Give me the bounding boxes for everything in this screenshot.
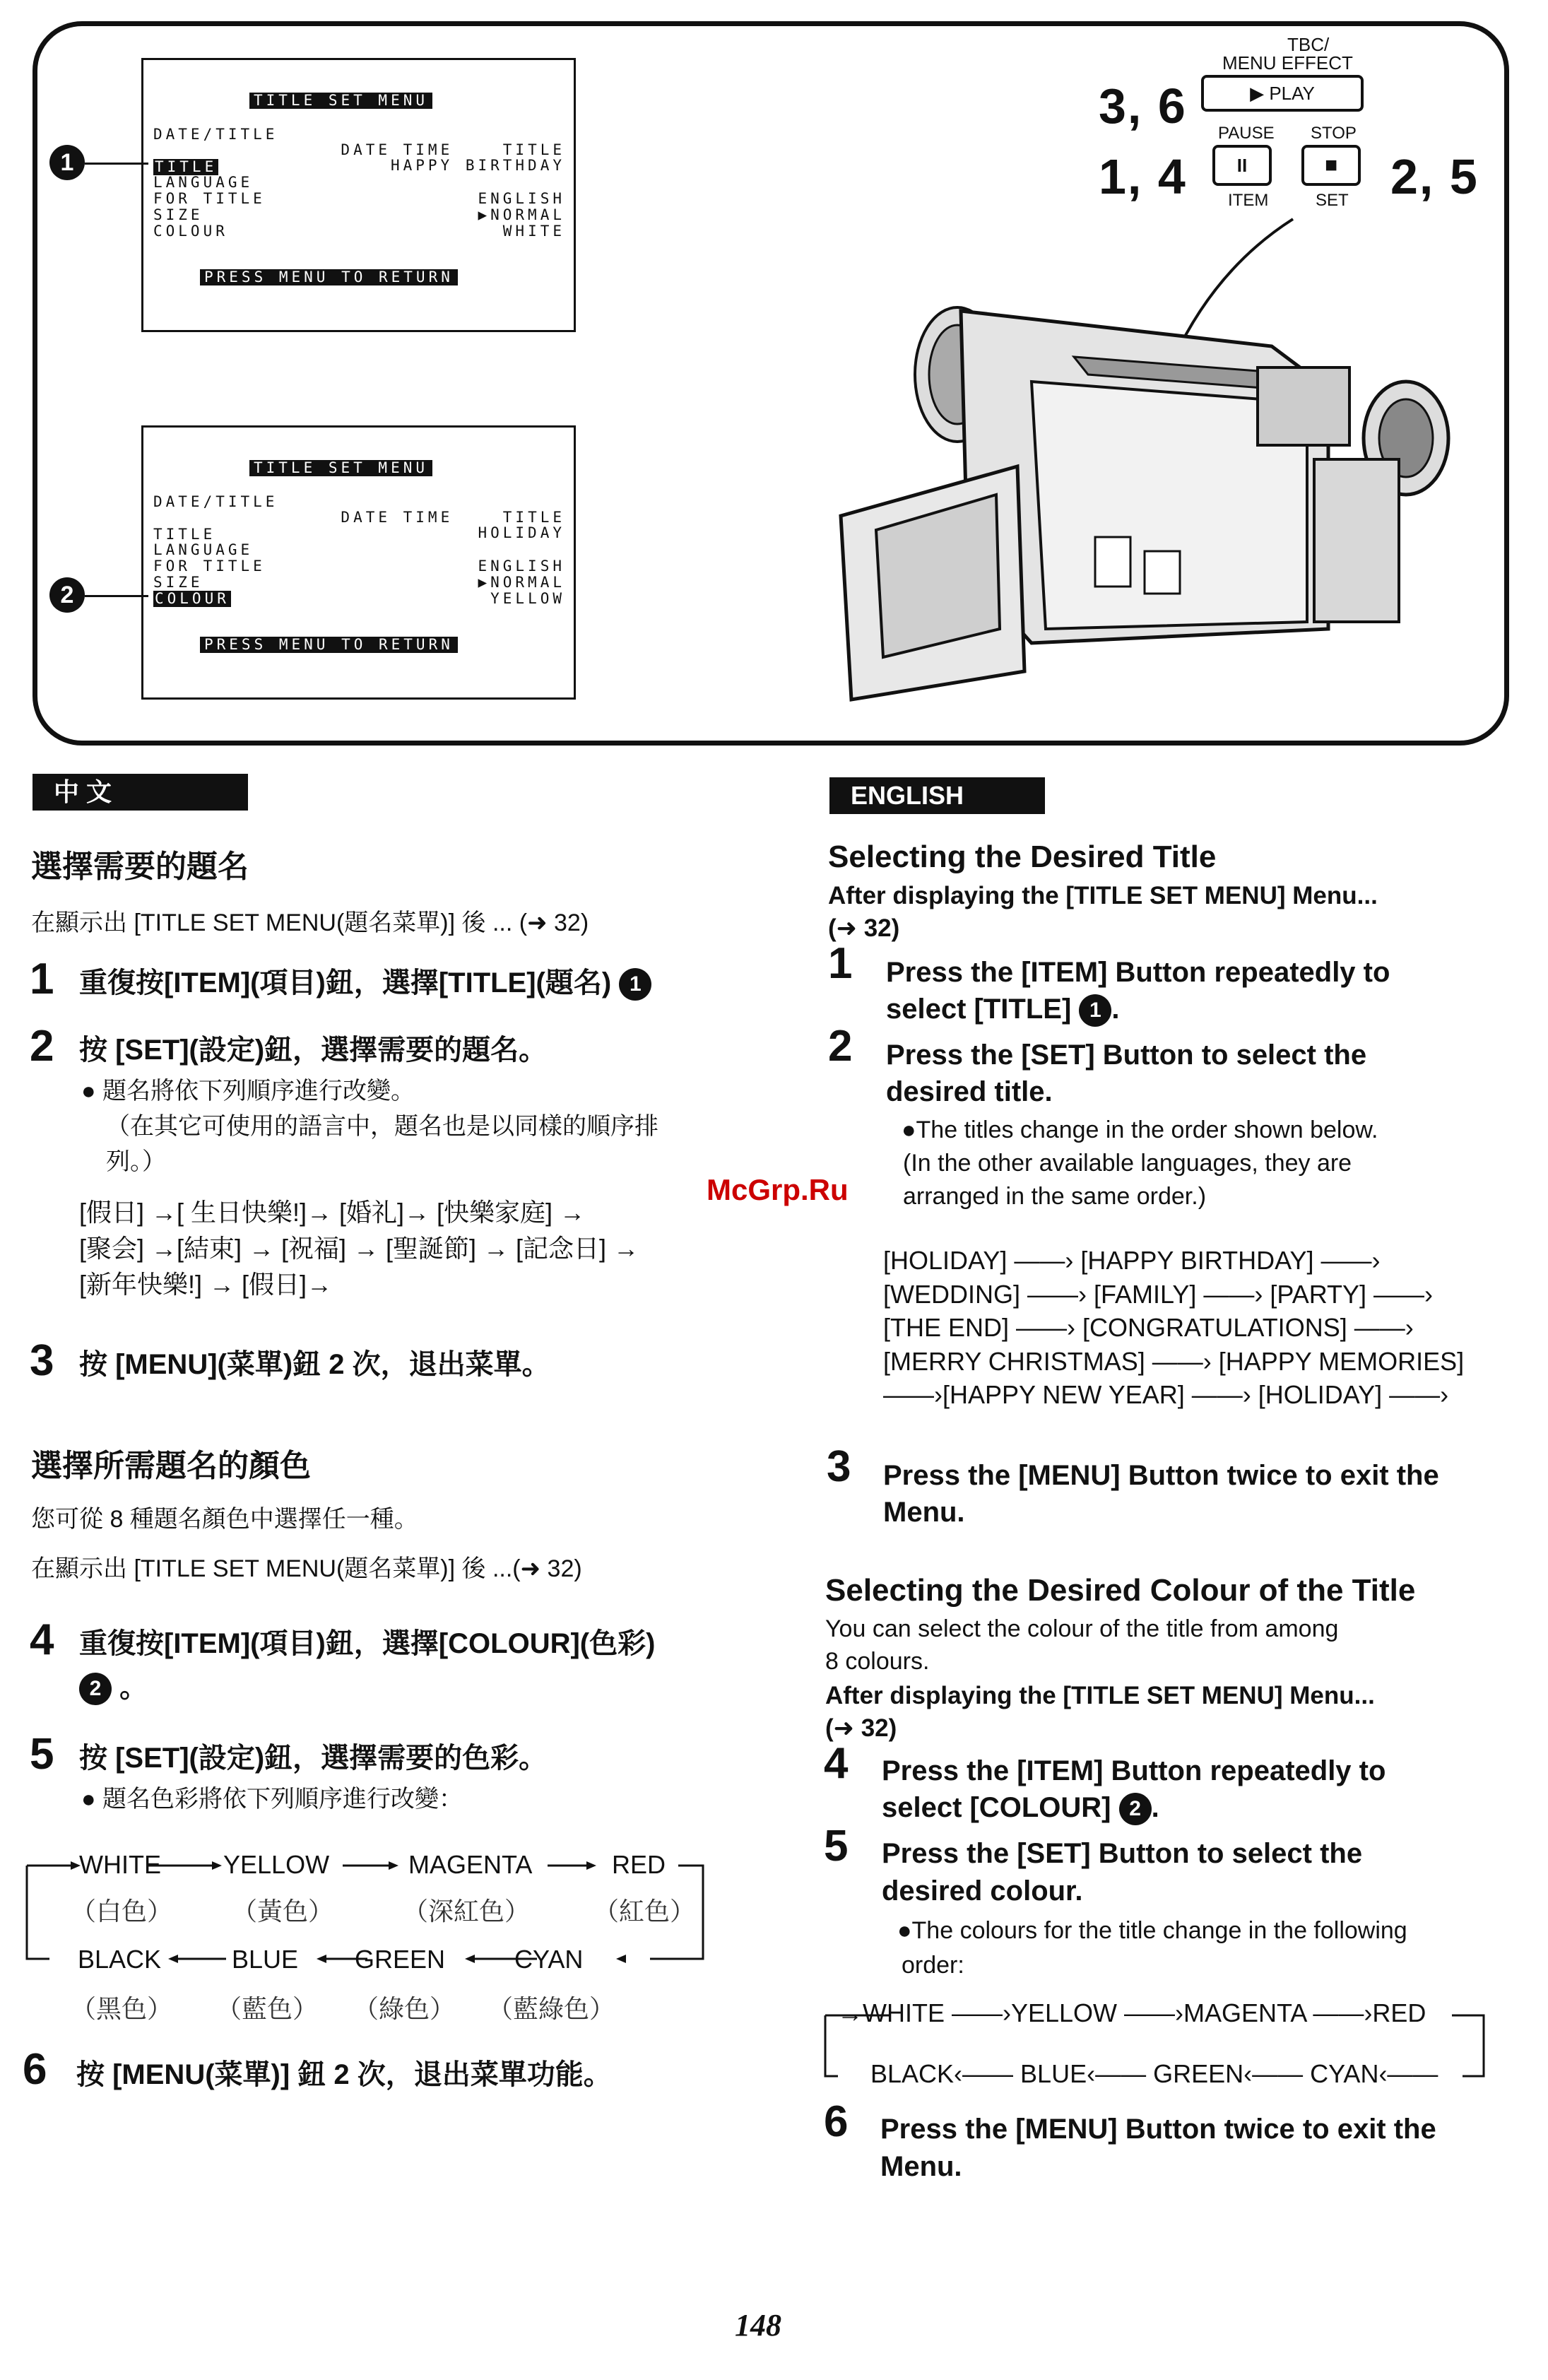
english-intro-3: After displaying the [TITLE SET MENU] Menu... bbox=[825, 1682, 1375, 1709]
step-number-6: 6 bbox=[23, 2045, 47, 2094]
english-step-1-cont: select [TITLE] 1 . bbox=[886, 991, 1120, 1027]
osd-screen-2 bbox=[141, 425, 576, 700]
step-number-5: 5 bbox=[30, 1730, 54, 1779]
circled-2-icon: 2 bbox=[1119, 1793, 1152, 1825]
chinese-step-2-note-3: 列。） bbox=[106, 1148, 166, 1175]
english-title-sequence-2: [WEDDING] ——› [FAMILY] ——› [PARTY] ——› bbox=[883, 1280, 1434, 1309]
english-step-1-text: select [TITLE] bbox=[886, 994, 1072, 1025]
step-number-1: 1 bbox=[828, 939, 853, 988]
osd-date-title: DATE/TITLE bbox=[153, 126, 278, 143]
english-step-4-cont: select [COLOUR] 2 . bbox=[882, 1789, 1159, 1826]
english-intro-3-ref: (➜ 32) bbox=[825, 1714, 897, 1742]
chinese-colour-yellow: YELLOW bbox=[223, 1850, 330, 1879]
english-intro-2: You can select the colour of the title from among bbox=[825, 1615, 1339, 1642]
osd-title-value: HAPPY BIRTHDAY bbox=[390, 157, 565, 174]
chinese-intro-2: 您可從 8 種題名顏色中選擇任一種。 bbox=[31, 1506, 418, 1533]
chinese-step-1 bbox=[79, 965, 651, 1001]
chinese-colour-cyan: CYAN bbox=[514, 1945, 584, 1974]
callout-1-icon: 1 bbox=[49, 145, 85, 180]
english-colour-sequence-2: BLACK‹—— BLUE‹—— GREEN‹—— CYAN‹—— bbox=[870, 2059, 1438, 2088]
circled-2-icon: 2 bbox=[79, 1673, 112, 1705]
english-step-5-cont: desired colour. bbox=[882, 1875, 1083, 1907]
step-number-2: 2 bbox=[30, 1022, 54, 1071]
english-intro-2-cont: 8 colours. bbox=[825, 1648, 930, 1675]
chinese-section-tab: 中 文 bbox=[33, 774, 248, 811]
osd-title-label: TITLE bbox=[153, 526, 216, 543]
chinese-colour-magenta-zh: （深紅色） bbox=[403, 1897, 531, 1926]
osd-colour-value: YELLOW bbox=[490, 590, 565, 607]
pause-button[interactable]: II bbox=[1212, 145, 1272, 186]
stop-button[interactable]: ■ bbox=[1301, 145, 1361, 186]
chinese-step-6: 按 [MENU(菜單)] 鈕 2 次，退出菜單功能。 bbox=[76, 2059, 612, 2090]
step-number-5: 5 bbox=[824, 1822, 849, 1871]
osd-language: LANGUAGE bbox=[153, 541, 254, 558]
circled-1-icon: 1 bbox=[619, 968, 651, 1001]
english-step-5-note-2: order: bbox=[902, 1952, 964, 1979]
english-title-sequence-3: [THE END] ——› [CONGRATULATIONS] ——› bbox=[883, 1313, 1414, 1342]
step-number-4: 4 bbox=[824, 1739, 849, 1788]
osd-colour: COLOUR bbox=[155, 590, 230, 607]
osd-size: SIZE bbox=[153, 574, 203, 591]
chinese-colour-magenta: MAGENTA bbox=[408, 1850, 533, 1879]
chinese-step-5-note: ● 題名色彩將依下列順序進行改變： bbox=[81, 1786, 463, 1813]
callout-steps-1-4: 1, 4 bbox=[1099, 149, 1187, 204]
chinese-step-3: 按 [MENU](菜單)鈕 2 次，退出菜單。 bbox=[79, 1349, 550, 1380]
english-intro: After displaying the [TITLE SET MENU] Menu... bbox=[828, 882, 1378, 909]
callout-steps-3-6: 3, 6 bbox=[1099, 78, 1187, 134]
english-step-2-note-1: ●The titles change in the order shown below. bbox=[902, 1117, 1378, 1143]
english-step-4: Press the [ITEM] Button repeatedly to bbox=[882, 1755, 1386, 1786]
english-section-tab: ENGLISH bbox=[829, 777, 1045, 814]
osd-colour-value: WHITE bbox=[502, 223, 565, 240]
osd-col-heads: DATE TIME TITLE bbox=[341, 141, 565, 158]
chinese-title-sequence-2: [聚会] →[結束] → [祝福] → [聖誕節] → [記念日] → bbox=[79, 1234, 639, 1263]
osd-for-title: FOR TITLE bbox=[153, 190, 266, 207]
osd-screen-1 bbox=[141, 58, 576, 332]
chinese-colour-black: BLACK bbox=[78, 1945, 162, 1974]
osd-size-value: ▶NORMAL bbox=[478, 206, 565, 223]
chinese-step-2-note-2: （在其它可使用的語言中，題名也是以同樣的順序排 bbox=[106, 1113, 658, 1140]
play-button[interactable]: ▶ PLAY bbox=[1201, 75, 1364, 112]
english-heading-colour: Selecting the Desired Colour of the Title bbox=[825, 1573, 1416, 1608]
chinese-step-4: 重復按[ITEM](項目)鈕，選擇[COLOUR](色彩) bbox=[79, 1628, 656, 1659]
step-number-3: 3 bbox=[827, 1442, 851, 1491]
callout-steps-2-5: 2, 5 bbox=[1390, 149, 1479, 204]
osd-title-label: TITLE bbox=[155, 158, 218, 175]
english-step-6-cont: Menu. bbox=[880, 2151, 962, 2182]
english-step-6: Press the [MENU] Button twice to exit the bbox=[880, 2114, 1436, 2145]
english-step-5: Press the [SET] Button to select the bbox=[882, 1838, 1363, 1869]
chinese-step-5: 按 [SET](設定)鈕，選擇需要的色彩。 bbox=[79, 1743, 548, 1774]
english-step-3: Press the [MENU] Button twice to exit the bbox=[883, 1460, 1439, 1491]
english-step-5-note-1: ●The colours for the title change in the following bbox=[897, 1917, 1407, 1944]
osd-colour: COLOUR bbox=[153, 223, 228, 240]
callout-line bbox=[85, 595, 148, 597]
chinese-title-sequence-3: [新年快樂!] → [假日]→ bbox=[79, 1270, 333, 1299]
step-number-6: 6 bbox=[824, 2097, 849, 2146]
chinese-title-sequence-1: [假日] →[ 生日快樂!]→ [婚礼]→ [快樂家庭] → bbox=[79, 1198, 586, 1227]
chinese-colour-green: GREEN bbox=[355, 1945, 446, 1974]
english-step-4-text: select [COLOUR] bbox=[882, 1792, 1111, 1823]
chinese-step-2: 按 [SET](設定)鈕，選擇需要的題名。 bbox=[79, 1035, 548, 1066]
chinese-step-1-text: 重復按[ITEM](項目)鈕，選擇[TITLE](題名) bbox=[79, 967, 612, 998]
watermark: McGrp.Ru bbox=[707, 1173, 849, 1206]
callout-2-icon: 2 bbox=[49, 577, 85, 613]
osd-footer: PRESS MENU TO RETURN bbox=[200, 269, 458, 285]
chinese-intro-3: 在顯示出 [TITLE SET MENU(題名菜單)] 後 ...(➜ 32) bbox=[31, 1555, 582, 1582]
osd-size-value: ▶NORMAL bbox=[478, 574, 565, 591]
english-step-2: Press the [SET] Button to select the bbox=[886, 1039, 1367, 1071]
english-step-2-note-3: arranged in the same order.) bbox=[903, 1183, 1207, 1210]
english-title-sequence-1: [HOLIDAY] ——› [HAPPY BIRTHDAY] ——› bbox=[883, 1246, 1381, 1275]
english-step-1: Press the [ITEM] Button repeatedly to bbox=[886, 957, 1390, 988]
chinese-colour-blue-zh: （藍色） bbox=[216, 1994, 319, 2023]
osd-header: TITLE SET MENU bbox=[249, 460, 432, 476]
tbc-label: TBC/ bbox=[1287, 34, 1330, 55]
step-number-4: 4 bbox=[30, 1615, 54, 1664]
osd-col-heads: DATE TIME TITLE bbox=[341, 509, 565, 526]
chinese-colour-green-zh: （綠色） bbox=[353, 1994, 456, 2023]
osd-size: SIZE bbox=[153, 206, 203, 223]
step-number-2: 2 bbox=[828, 1022, 853, 1071]
english-intro-ref: (➜ 32) bbox=[828, 914, 900, 942]
chinese-heading-title: 選擇需要的題名 bbox=[31, 849, 249, 884]
chinese-step-4-cont bbox=[79, 1669, 148, 1706]
english-step-3-cont: Menu. bbox=[883, 1497, 965, 1528]
osd-for-title: FOR TITLE bbox=[153, 558, 266, 575]
osd-language-value: ENGLISH bbox=[478, 190, 565, 207]
english-colour-sequence-1: →WHITE ——›YELLOW ——›MAGENTA ——›RED bbox=[837, 1998, 1426, 2027]
page-number: 148 bbox=[735, 2308, 781, 2343]
osd-language-value: ENGLISH bbox=[478, 558, 565, 575]
osd-title-value: HOLIDAY bbox=[478, 524, 565, 541]
english-title-sequence-4: [MERRY CHRISTMAS] ——› [HAPPY MEMORIES] bbox=[883, 1347, 1465, 1376]
chinese-colour-white: WHITE bbox=[79, 1850, 161, 1879]
chinese-colour-black-zh: （黑色） bbox=[71, 1994, 173, 2023]
step-number-3: 3 bbox=[30, 1336, 54, 1385]
stop-label: STOP bbox=[1311, 124, 1357, 143]
item-label: ITEM bbox=[1228, 191, 1269, 210]
pause-label: PAUSE bbox=[1218, 124, 1275, 143]
chinese-colour-blue: BLUE bbox=[232, 1945, 299, 1974]
chinese-colour-cyan-zh: （藍綠色） bbox=[488, 1994, 615, 2023]
osd-footer: PRESS MENU TO RETURN bbox=[200, 637, 458, 653]
osd-language: LANGUAGE bbox=[153, 174, 254, 191]
chinese-intro: 在顯示出 [TITLE SET MENU(題名菜單)] 後 ... (➜ 32) bbox=[31, 909, 589, 936]
chinese-heading-colour: 選擇所需題名的顏色 bbox=[31, 1449, 311, 1483]
english-step-2-note-2: (In the other available languages, they are bbox=[903, 1150, 1352, 1177]
english-step-2-cont: desired title. bbox=[886, 1076, 1053, 1107]
step-number-1: 1 bbox=[30, 955, 54, 1003]
camcorder-illustration bbox=[820, 205, 1455, 728]
chinese-step-4-end: 。 bbox=[119, 1672, 148, 1703]
osd-date-title: DATE/TITLE bbox=[153, 493, 278, 510]
osd-header: TITLE SET MENU bbox=[249, 93, 432, 109]
chinese-colour-yellow-zh: （黃色） bbox=[232, 1897, 334, 1926]
chinese-colour-red: RED bbox=[612, 1850, 666, 1879]
english-heading-title: Selecting the Desired Title bbox=[828, 840, 1217, 874]
chinese-step-2-note-1: ● 題名將依下列順序進行改變。 bbox=[81, 1078, 415, 1104]
chinese-colour-red-zh: （紅色） bbox=[593, 1897, 696, 1926]
callout-line bbox=[85, 163, 148, 165]
circled-1-icon: 1 bbox=[1079, 994, 1111, 1027]
english-title-sequence-5: ——›[HAPPY NEW YEAR] ——› [HOLIDAY] ——› bbox=[883, 1380, 1449, 1409]
set-label: SET bbox=[1316, 191, 1349, 210]
menu-effect-label: MENU EFFECT bbox=[1222, 52, 1353, 73]
chinese-colour-white-zh: （白色） bbox=[71, 1897, 173, 1926]
